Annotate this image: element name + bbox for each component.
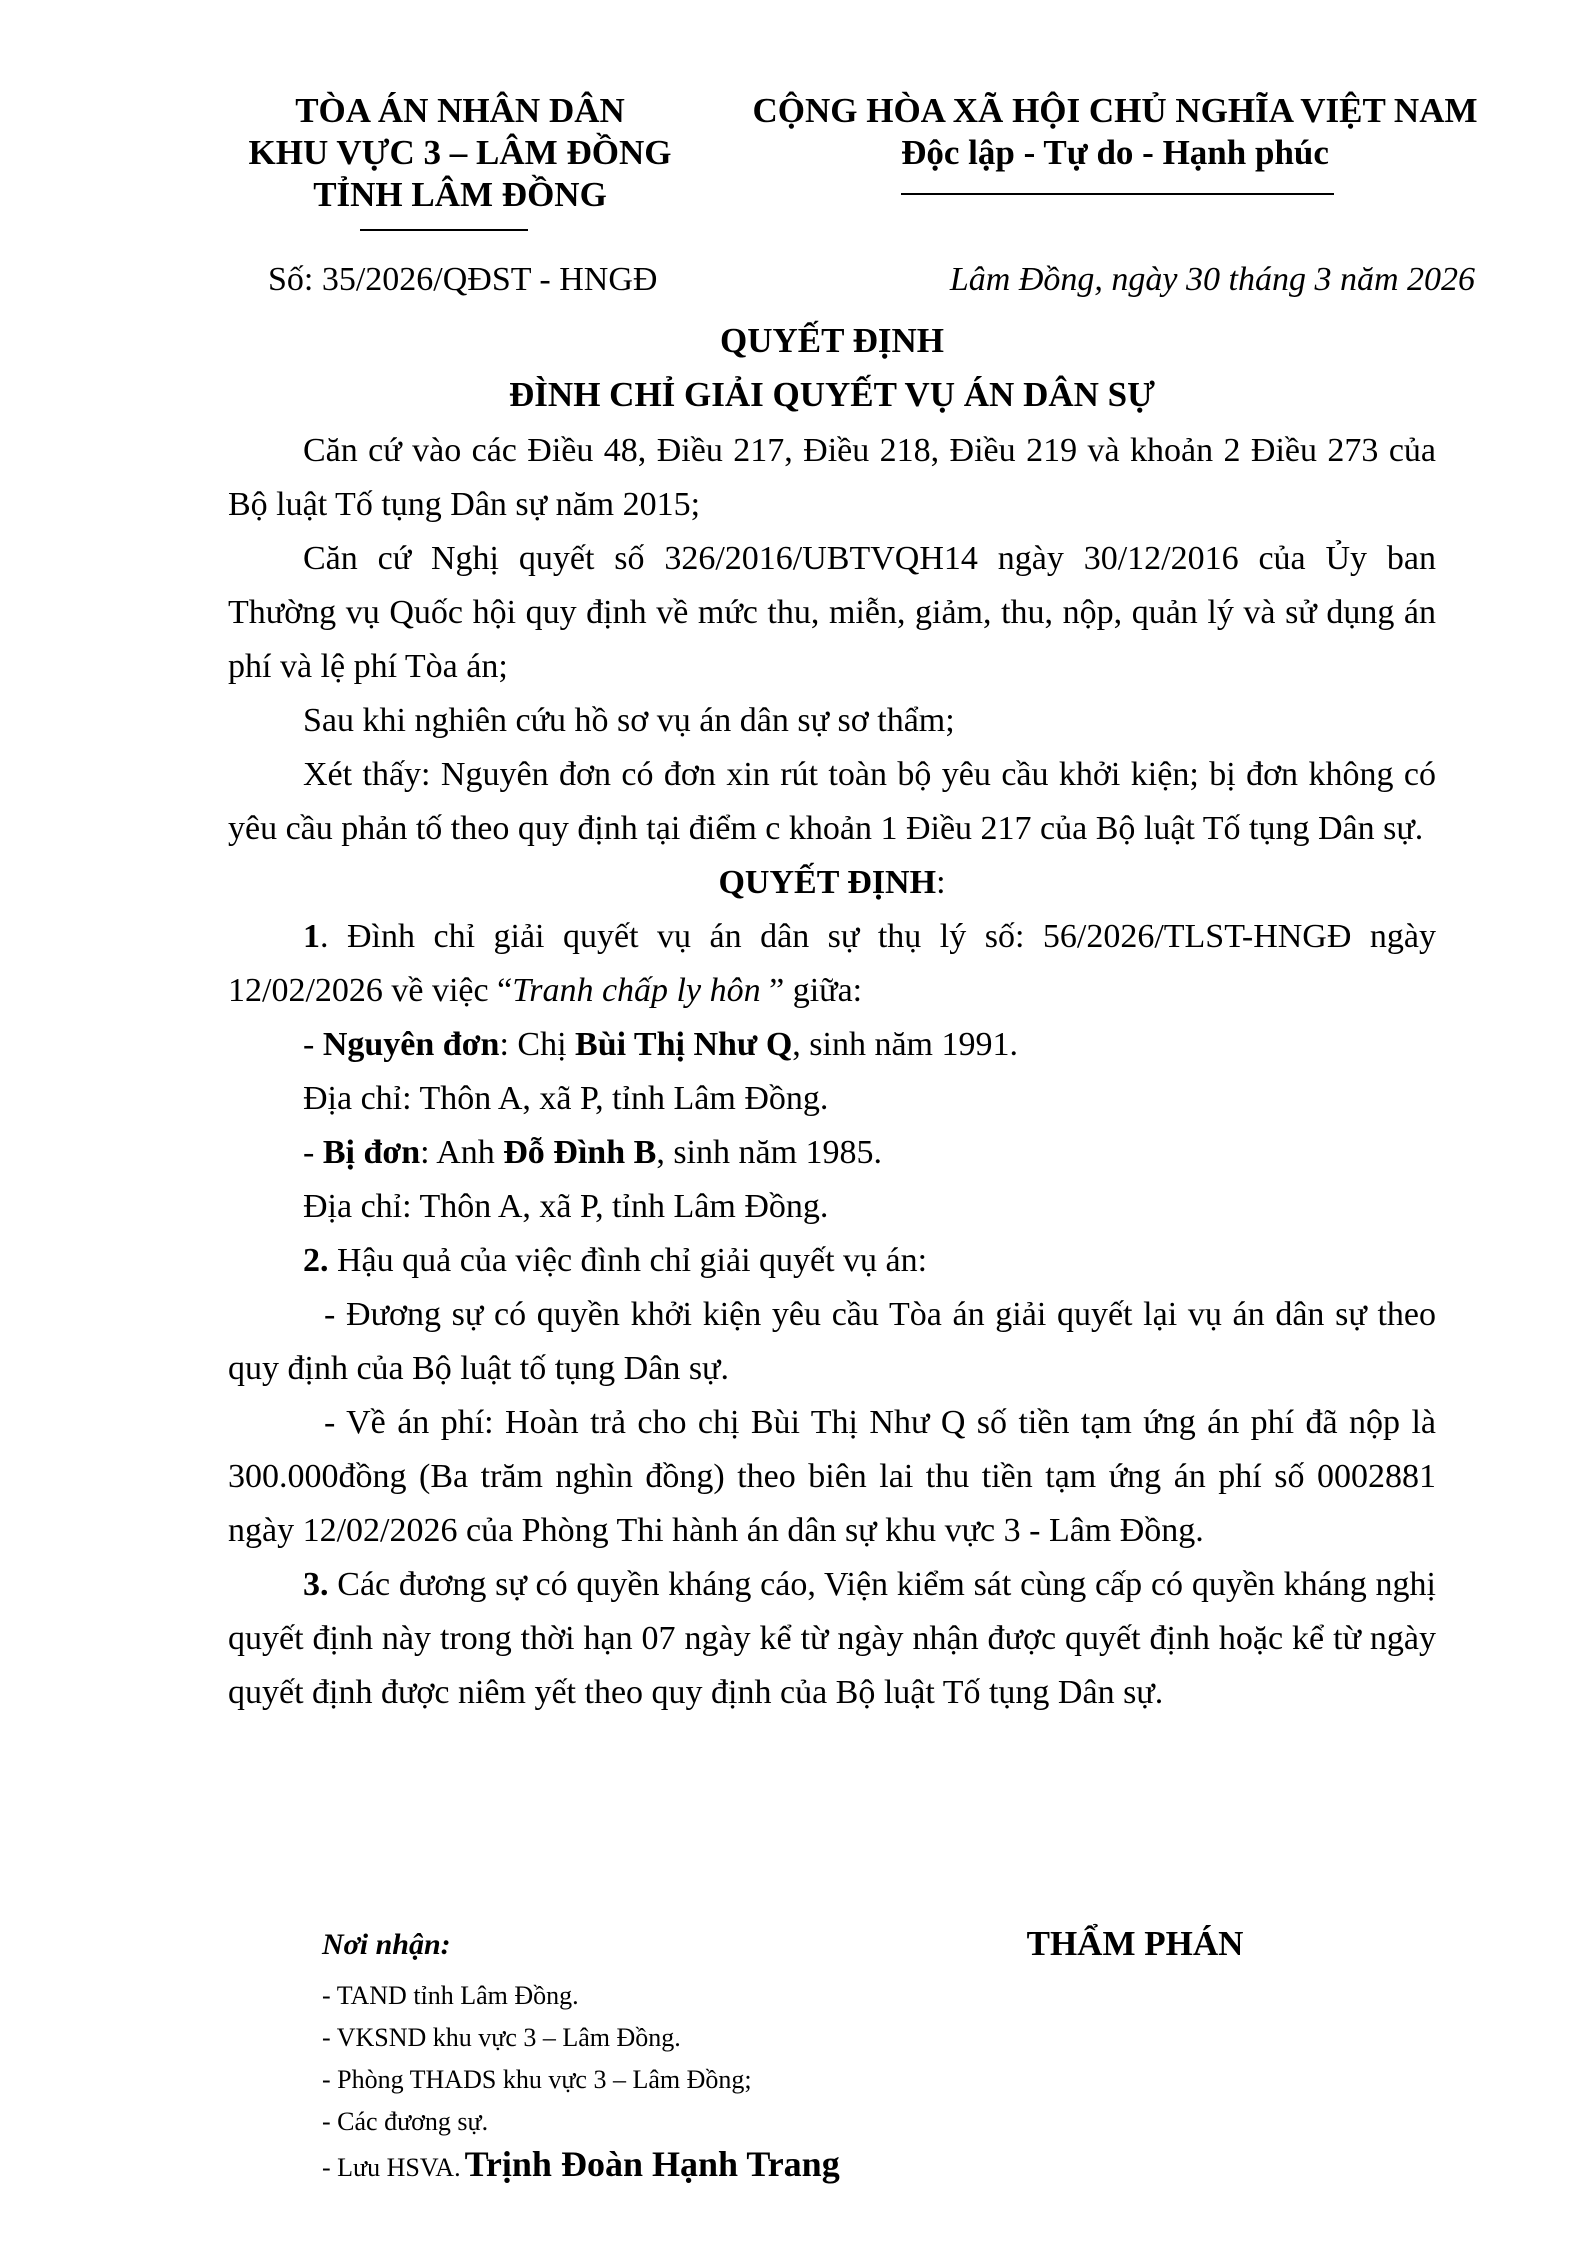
plaintiff-birth: , sinh năm 1991. [792,1026,1018,1063]
plaintiff-label: Nguyên đơn [322,1026,500,1063]
document-subtitle: ĐÌNH CHỈ GIẢI QUYẾT VỤ ÁN DÂN SỰ [509,375,1155,414]
recipient-item: - Phòng THADS khu vực 3 – Lâm Đồng; [322,2065,752,2094]
item-1-text-a: . Đình chỉ giải quyết vụ án dân sự thụ lý số: 56/2026/TLST-HNGĐ ngày 12/02/2026 về việc “ [228,918,1436,1009]
recipient-item: - VKSND khu vực 3 – Lâm Đồng. [322,2023,681,2052]
plaintiff-prefix: Chị [517,1026,576,1063]
consequence-refile: - Đương sự có quyền khởi kiện yêu cầu Tòa án giải quyết lại vụ án dân sự theo quy định của Bộ luật tố tụng Dân sự. [228,1296,1436,1387]
decision-heading-colon: : [936,864,946,901]
review-paragraph: Sau khi nghiên cứu hồ sơ vụ án dân sự sơ thẩm; [303,702,955,739]
court-name-line-3: TỈNH LÂM ĐỒNG [313,175,607,214]
item-2-text: Hậu quả của việc đình chỉ giải quyết vụ án: [328,1242,928,1279]
item-1-text-b: ” giữa: [769,972,863,1009]
signer-name: Trịnh Đoàn Hạnh Trang [464,2144,840,2184]
legal-basis-paragraph-2: Căn cứ Nghị quyết số 326/2016/UBTVQH14 ngày 30/12/2016 của Ủy ban Thường vụ Quốc hội quy định về mức thu, miễn, giảm, thu, nộp, quản lý và sử dụng án phí và lệ phí Tòa án; [228,540,1436,685]
court-name-line-1: TÒA ÁN NHÂN DÂN [295,91,625,130]
consequence-court-fee: - Về án phí: Hoàn trả cho chị Bùi Thị Như Q số tiền tạm ứng án phí đã nộp là 300.000đồng (Ba trăm nghìn đồng) theo biên lai thu tiền tạm ứng án phí số 0002881 ngày 12/02/2026 của Phòng Thi hành án dân sự khu vực 3 - Lâm Đồng. [228,1404,1436,1549]
document-number: Số: 35/2026/QĐST - HNGĐ [268,261,658,298]
decision-heading [228,856,1436,910]
document-body [228,424,1436,1720]
defendant-name: Đỗ Đình B [503,1134,657,1171]
plaintiff-line: - Nguyên đơn: Chị Bùi Thị Như Q, sinh năm 1991. [303,1026,1018,1063]
plaintiff-address: Địa chỉ: Thôn A, xã P, tỉnh Lâm Đồng. [303,1080,829,1117]
item-3-text: Các đương sự có quyền kháng cáo, Viện kiểm sát cùng cấp có quyền kháng nghị quyết định này trong thời hạn 07 ngày kể từ ngày nhận được quyết định hoặc kể từ ngày quyết định được niêm yết theo quy định của Bộ luật Tố tụng Dân sự. [228,1566,1436,1711]
defendant-address: Địa chỉ: Thôn A, xã P, tỉnh Lâm Đồng. [303,1188,829,1225]
recipient-item: - TAND tỉnh Lâm Đồng. [322,1981,579,2010]
decision-item-2 [228,1234,1436,1288]
document-date: Lâm Đồng, ngày 30 tháng 3 năm 2026 [949,261,1475,298]
court-name-underline [360,229,528,231]
document-title: QUYẾT ĐỊNH [720,321,944,360]
motto-underline [901,193,1334,195]
plaintiff-name: Bùi Thị Như Q [575,1026,793,1063]
recipient-item: - Các đương sự. [322,2107,489,2136]
item-3-number: 3. [303,1566,329,1603]
country-name: CỘNG HÒA XÃ HỘI CHỦ NGHĨA VIỆT NAM [752,91,1478,130]
court-name-block [200,90,720,216]
item-2-number: 2. [303,1242,329,1279]
decision-item-1 [228,910,1436,1018]
court-name-line-2: KHU VỰC 3 – LÂM ĐỒNG [248,133,672,172]
defendant-line: - Bị đơn: Anh Đỗ Đình B, sinh năm 1985. [303,1134,883,1171]
defendant-prefix: Anh [436,1134,504,1171]
recipient-item: - Lưu HSVA. [322,2153,461,2182]
recipient-item-with-signer [322,2143,840,2189]
item-1-number: 1 [303,918,320,955]
recipients-list [322,1975,840,2189]
national-motto-block [735,90,1495,174]
national-motto: Độc lập - Tự do - Hạnh phúc [901,133,1329,172]
decision-heading-text: QUYẾT ĐỊNH [718,864,937,901]
legal-basis-paragraph-1: Căn cứ vào các Điều 48, Điều 217, Điều 218, Điều 219 và khoản 2 Điều 273 của Bộ luật Tố tụng Dân sự năm 2015; [228,432,1436,523]
signer-title: THẨM PHÁN [1026,1924,1244,1963]
defendant-label: Bị đơn [322,1134,421,1171]
decision-item-3 [228,1558,1436,1720]
recipients-title: Nơi nhận: [322,1928,451,1961]
defendant-birth: , sinh năm 1985. [656,1134,883,1171]
finding-paragraph: Xét thấy: Nguyên đơn có đơn xin rút toàn bộ yêu cầu khởi kiện; bị đơn không có yêu cầu phản tố theo quy định tại điểm c khoản 1 Điều 217 của Bộ luật Tố tụng Dân sự. [228,756,1436,847]
case-type: Tranh chấp ly hôn [512,972,770,1009]
